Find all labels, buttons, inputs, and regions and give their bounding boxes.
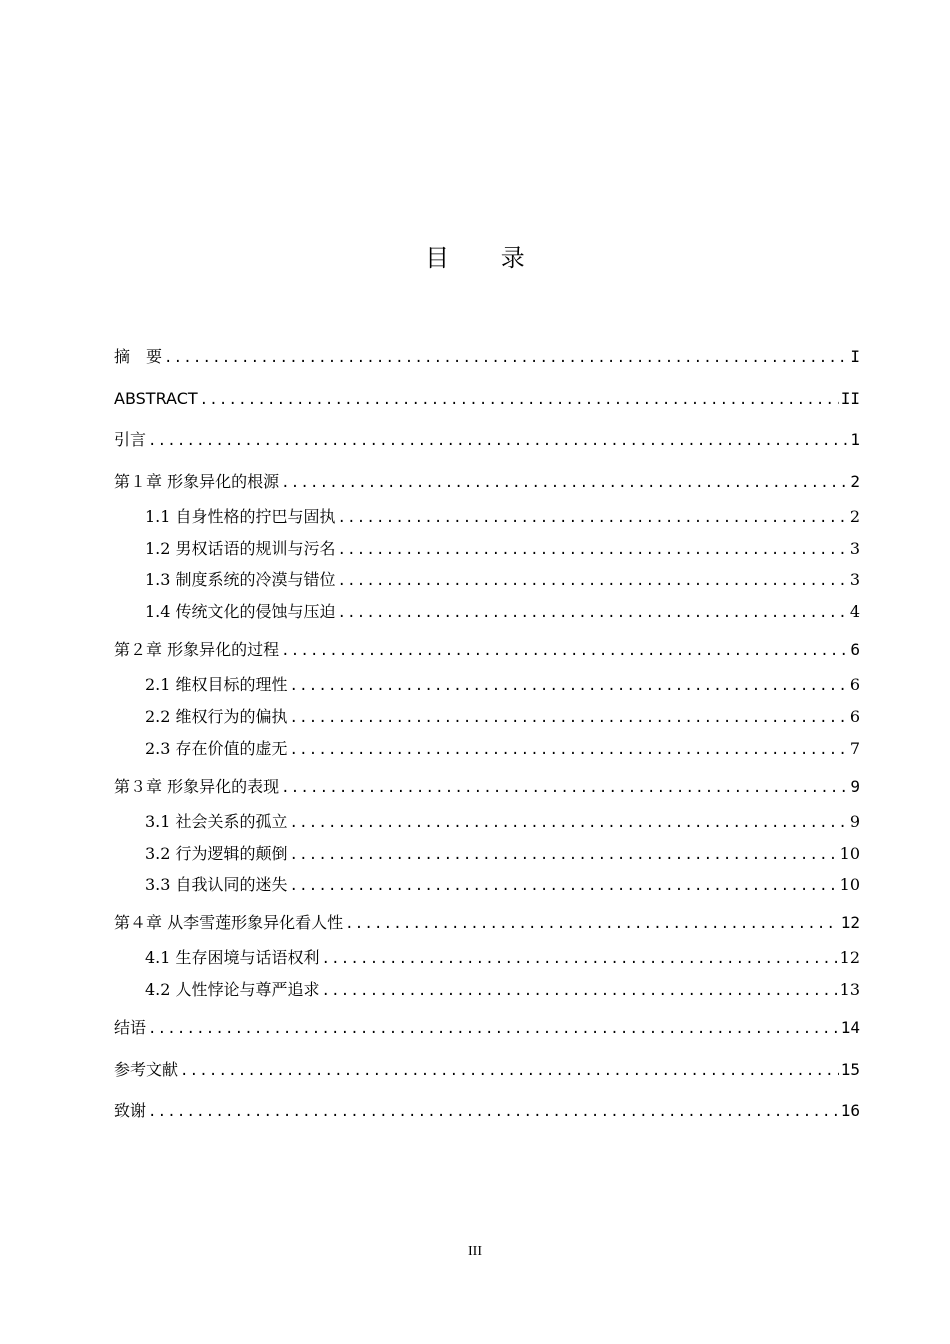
toc-dot-leader [290, 808, 848, 838]
toc-entry-introduction[interactable] [114, 423, 860, 465]
toc-dot-leader [281, 771, 848, 805]
toc-entry-page: 6 [849, 706, 860, 726]
toc-dot-leader [345, 907, 839, 941]
toc-entry-page: 9 [849, 811, 860, 831]
toc-dot-leader [290, 703, 848, 733]
toc-entry-page: 12 [840, 913, 860, 933]
page-title: 目 录 [425, 244, 547, 272]
toc-entry-page: 4 [849, 602, 860, 622]
toc-dot-leader [180, 1054, 839, 1088]
toc-entry-label: 3.2 行为逻辑的颠倒 [145, 843, 288, 863]
toc-entry-section-4-1[interactable] [114, 943, 860, 975]
toc-entry-conclusion[interactable] [114, 1011, 860, 1053]
toc-entry-label: 第４章 从李雪莲形象异化看人性 [114, 913, 344, 933]
toc-entry-label: ABSTRACT [114, 388, 198, 408]
toc-entry-page: 2 [850, 471, 860, 491]
toc-dot-leader [290, 871, 838, 901]
toc-dot-leader [322, 976, 838, 1006]
toc-entry-label: 致谢 [114, 1101, 147, 1121]
toc-dot-leader [338, 566, 848, 596]
toc-entry-section-1-2[interactable] [114, 534, 860, 566]
toc-entry-page: 14 [840, 1018, 860, 1038]
toc-entry-page: 2 [849, 506, 860, 526]
toc-dot-leader [338, 535, 848, 565]
toc-entry-label: 3.3 自我认同的迷失 [145, 875, 288, 895]
toc-entry-section-2-2[interactable] [114, 702, 860, 734]
toc-entry-page: 16 [840, 1101, 860, 1121]
toc-entry-label: 第１章 形象异化的根源 [114, 471, 280, 491]
toc-entry-page: 10 [839, 843, 860, 863]
toc-dot-leader [148, 1095, 839, 1129]
toc-entry-label: 1.4 传统文化的侵蚀与压迫 [145, 602, 336, 622]
page-number: III [468, 1244, 482, 1259]
toc-entry-page: II [840, 388, 860, 408]
toc-entry-page: 15 [840, 1059, 860, 1079]
toc-entry-label: 引言 [114, 430, 147, 450]
toc-entry-label: 4.1 生存困境与话语权利 [145, 948, 320, 968]
toc-entry-label: 第３章 形象异化的表现 [114, 776, 280, 796]
toc-entry-abstract-en[interactable] [114, 382, 860, 424]
toc-entry-section-4-2[interactable] [114, 975, 860, 1011]
toc-entry-chapter-1[interactable] [114, 465, 860, 502]
toc-entry-label: 2.2 维权行为的偏执 [145, 706, 288, 726]
toc-entry-page: 6 [850, 640, 860, 660]
toc-entry-page: 13 [839, 980, 860, 1000]
toc-entry-label: 摘 要 [114, 347, 163, 366]
toc-entry-page: 7 [849, 738, 860, 758]
toc-entry-label: 4.2 人性悖论与尊严追求 [145, 980, 320, 1000]
toc-dot-leader [148, 424, 848, 458]
toc-entry-acknowledgements[interactable] [114, 1094, 860, 1136]
toc-entry-page: 3 [849, 570, 860, 590]
toc-entry-label: 1.2 男权话语的规训与污名 [145, 538, 336, 558]
toc-entry-references[interactable] [114, 1053, 860, 1095]
toc-entry-page: 1 [850, 430, 860, 450]
toc-entry-section-1-1[interactable] [114, 502, 860, 534]
toc-entry-page: 9 [850, 776, 860, 796]
table-of-contents [114, 340, 860, 1136]
toc-entry-label: 1.1 自身性格的拧巴与固执 [145, 506, 336, 526]
toc-dot-leader [281, 466, 848, 500]
toc-entry-section-3-2[interactable] [114, 839, 860, 871]
toc-dot-leader [338, 598, 848, 628]
toc-entry-section-2-3[interactable] [114, 734, 860, 770]
toc-dot-leader [200, 383, 839, 417]
toc-entry-chapter-4[interactable] [114, 906, 860, 943]
toc-entry-abstract-cn[interactable] [114, 340, 860, 382]
toc-entry-label: 第２章 形象异化的过程 [114, 640, 280, 660]
toc-dot-leader [148, 1012, 839, 1046]
toc-entry-chapter-2[interactable] [114, 633, 860, 670]
toc-entry-section-1-4[interactable] [114, 597, 860, 633]
toc-entry-label: 1.3 制度系统的冷漠与错位 [145, 570, 336, 590]
toc-dot-leader [281, 634, 848, 668]
toc-entry-section-2-1[interactable] [114, 670, 860, 702]
toc-entry-label: 3.1 社会关系的孤立 [145, 811, 288, 831]
toc-dot-leader [338, 503, 848, 533]
toc-dot-leader [290, 840, 838, 870]
toc-entry-page: 12 [839, 948, 860, 968]
toc-entry-section-3-3[interactable] [114, 870, 860, 906]
toc-dot-leader [322, 944, 838, 974]
toc-entry-section-3-1[interactable] [114, 807, 860, 839]
toc-entry-page: 3 [849, 538, 860, 558]
toc-entry-label: 2.3 存在价值的虚无 [145, 738, 288, 758]
toc-dot-leader [290, 671, 848, 701]
toc-dot-leader [164, 341, 848, 375]
toc-entry-section-1-3[interactable] [114, 565, 860, 597]
toc-entry-label: 结语 [114, 1018, 147, 1038]
toc-entry-page: I [850, 347, 860, 366]
toc-entry-chapter-3[interactable] [114, 770, 860, 807]
toc-entry-page: 10 [839, 875, 860, 895]
toc-entry-label: 2.1 维权目标的理性 [145, 675, 288, 695]
toc-entry-label: 参考文献 [114, 1059, 179, 1079]
toc-dot-leader [290, 735, 848, 765]
toc-entry-page: 6 [849, 675, 860, 695]
